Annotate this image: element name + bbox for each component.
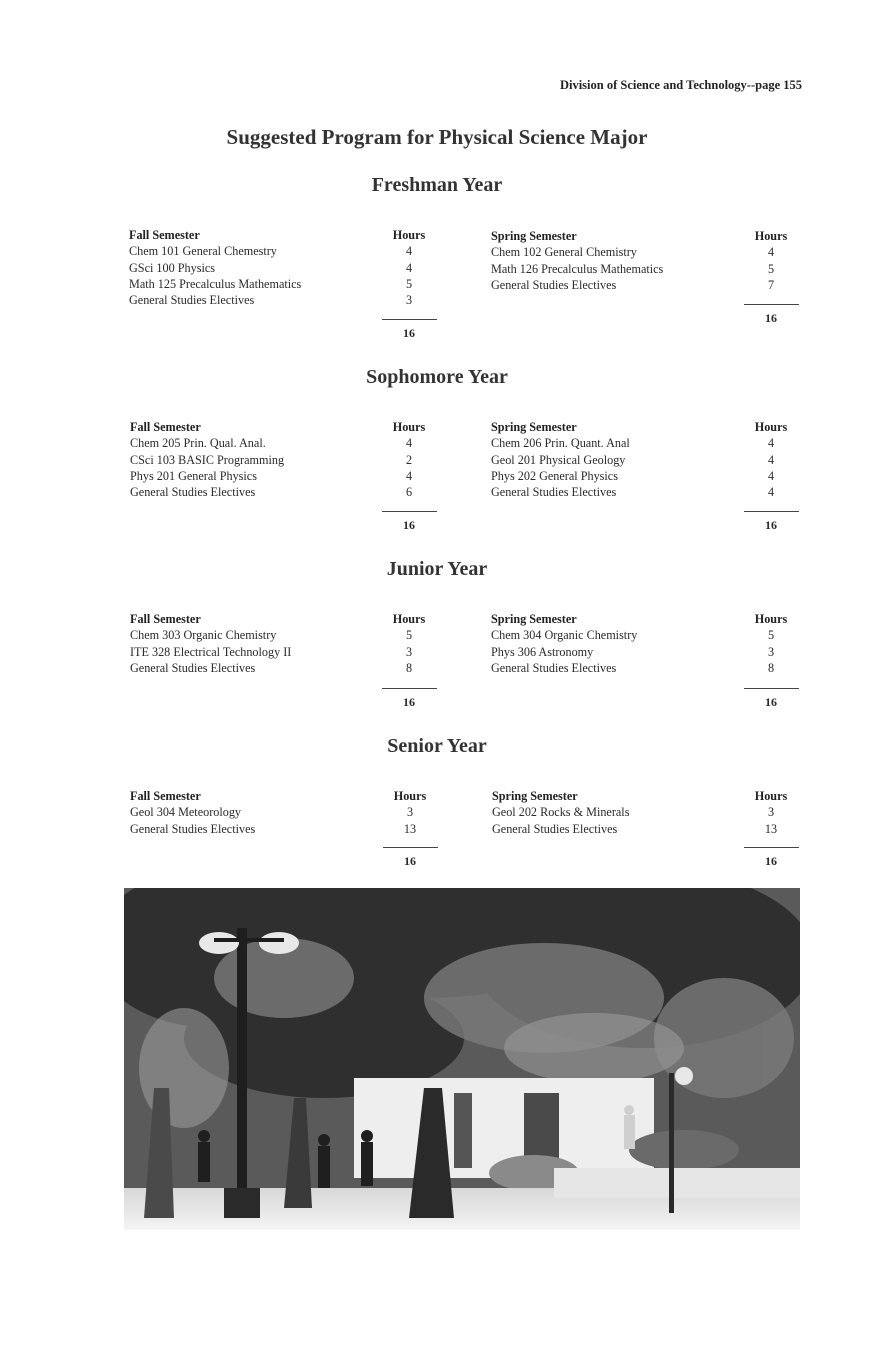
course-hours: 5 (405, 276, 413, 291)
course-row (129, 260, 439, 276)
course-name: Phys 306 Astronomy (491, 644, 594, 659)
course-name: General Studies Electives (130, 660, 256, 675)
semester-header: Fall Semester (130, 789, 201, 803)
course-name: General Studies Electives (491, 277, 617, 292)
course-hours: 7 (767, 277, 775, 292)
course-name: General Studies Electives (491, 485, 617, 500)
course-row (492, 821, 802, 837)
course-hours: 5 (405, 628, 413, 643)
course-name: Geol 304 Meteorology (130, 805, 242, 820)
course-row (491, 644, 801, 660)
hours-header: Hours (754, 229, 788, 243)
hours-header: Hours (393, 789, 427, 803)
course-hours: 5 (767, 261, 775, 276)
course-hours: 4 (767, 468, 775, 483)
course-row (130, 644, 440, 660)
course-name: Chem 303 Organic Chemistry (130, 628, 277, 643)
semester-header: Fall Semester (130, 420, 201, 434)
semester-header: Spring Semester (491, 420, 577, 434)
hours-header: Hours (754, 789, 788, 803)
course-row (491, 484, 801, 500)
course-name: Chem 206 Prin. Quant. Anal (491, 436, 630, 451)
course-name: General Studies Electives (130, 821, 256, 836)
course-name: Math 125 Precalculus Mathematics (129, 276, 302, 291)
course-hours: 13 (764, 821, 778, 836)
course-row (491, 468, 801, 484)
course-hours: 4 (767, 452, 775, 467)
course-row (130, 660, 440, 676)
course-name: General Studies Electives (492, 821, 618, 836)
course-row (491, 435, 801, 451)
campus-photo (124, 888, 800, 1230)
course-name: Chem 101 General Chemestry (129, 244, 277, 259)
course-row (491, 452, 801, 468)
hours-header: Hours (754, 420, 788, 434)
total-rule (382, 688, 437, 689)
semester-header: Fall Semester (129, 228, 200, 242)
semester-header: Spring Semester (492, 789, 578, 803)
course-row (130, 468, 440, 484)
course-name: Geol 202 Rocks & Minerals (492, 805, 630, 820)
course-hours: 8 (767, 660, 775, 675)
course-hours: 4 (767, 245, 775, 260)
course-name: Chem 304 Organic Chemistry (491, 628, 638, 643)
total-rule (382, 511, 437, 512)
total-rule (744, 688, 799, 689)
course-row (129, 243, 439, 259)
total-rule (744, 847, 799, 848)
course-hours: 4 (405, 436, 413, 451)
course-hours: 3 (406, 805, 414, 820)
freshman-fall-semester (129, 227, 439, 308)
senior-fall-semester (130, 788, 440, 837)
semester-total: 16 (404, 854, 416, 868)
senior-year-heading: Senior Year (387, 735, 487, 757)
course-name: CSci 103 BASIC Programming (130, 452, 285, 467)
course-row (130, 484, 440, 500)
total-rule (744, 511, 799, 512)
total-rule (383, 847, 438, 848)
running-head: Division of Science and Technology--page 155 (559, 78, 802, 92)
course-name: Phys 201 General Physics (130, 468, 257, 483)
freshman-spring-semester (491, 228, 801, 293)
course-hours: 3 (405, 293, 413, 308)
course-name: Phys 202 General Physics (491, 468, 618, 483)
senior-spring-semester (492, 788, 802, 837)
semester-total: 16 (765, 518, 777, 532)
sophomore-spring-semester (491, 419, 801, 500)
course-hours: 13 (403, 821, 417, 836)
hours-header: Hours (392, 420, 426, 434)
freshman-year-heading: Freshman Year (371, 174, 503, 196)
course-name: Chem 102 General Chemistry (491, 245, 637, 260)
course-row (491, 660, 801, 676)
course-row (492, 804, 802, 820)
course-hours: 3 (767, 805, 775, 820)
hours-header: Hours (754, 612, 788, 626)
course-name: ITE 328 Electrical Technology II (130, 644, 292, 659)
course-hours: 6 (405, 485, 413, 500)
semester-total: 16 (765, 854, 777, 868)
semester-total: 16 (403, 518, 415, 532)
course-hours: 4 (767, 485, 775, 500)
semester-total: 16 (403, 326, 415, 340)
junior-fall-semester (130, 611, 440, 676)
course-name: General Studies Electives (129, 293, 255, 308)
course-row (491, 277, 801, 293)
course-name: Chem 205 Prin. Qual. Anal. (130, 436, 266, 451)
sophomore-year-heading: Sophomore Year (366, 366, 508, 388)
course-hours: 4 (405, 260, 413, 275)
hours-header: Hours (392, 228, 426, 242)
course-hours: 5 (767, 628, 775, 643)
semester-header: Spring Semester (491, 612, 577, 626)
course-name: Math 126 Precalculus Mathematics (491, 261, 664, 276)
course-row (491, 244, 801, 260)
course-name: General Studies Electives (130, 485, 256, 500)
semester-total: 16 (765, 695, 777, 709)
course-row (130, 452, 440, 468)
sophomore-fall-semester (130, 419, 440, 500)
hours-header: Hours (392, 612, 426, 626)
total-rule (744, 304, 799, 305)
course-hours: 2 (405, 452, 413, 467)
course-hours: 3 (405, 644, 413, 659)
course-row (129, 292, 439, 308)
course-name: General Studies Electives (491, 660, 617, 675)
course-row (130, 821, 440, 837)
course-row (491, 627, 801, 643)
course-row (129, 276, 439, 292)
junior-year-heading: Junior Year (386, 558, 488, 580)
course-hours: 8 (405, 660, 413, 675)
course-row (491, 261, 801, 277)
semester-header: Fall Semester (130, 612, 201, 626)
course-name: Geol 201 Physical Geology (491, 452, 626, 467)
page-title: Suggested Program for Physical Science Major (226, 125, 648, 149)
semester-total: 16 (403, 695, 415, 709)
total-rule (382, 319, 437, 320)
course-row (130, 804, 440, 820)
course-hours: 4 (405, 244, 413, 259)
semester-total: 16 (765, 311, 777, 325)
course-hours: 4 (405, 468, 413, 483)
course-hours: 4 (767, 436, 775, 451)
semester-header: Spring Semester (491, 229, 577, 243)
course-row (130, 627, 440, 643)
course-row (130, 435, 440, 451)
course-hours: 3 (767, 644, 775, 659)
course-name: GSci 100 Physics (129, 260, 215, 275)
junior-spring-semester (491, 611, 801, 676)
